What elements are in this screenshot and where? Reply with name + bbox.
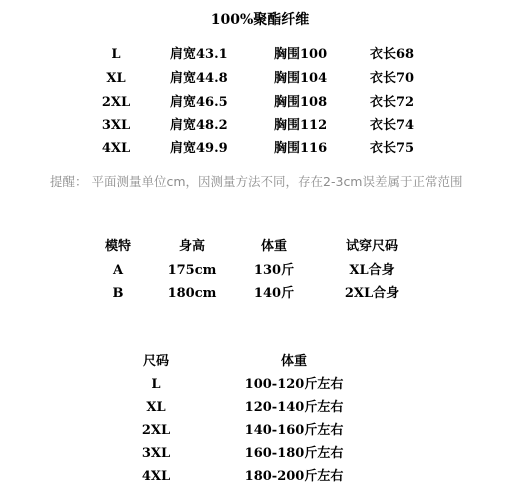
column-header-model: 模特 (104, 239, 132, 254)
chest-size: 胸围104 (274, 71, 328, 86)
material-title: 100%聚酯纤维 (210, 12, 310, 28)
chest-size: 胸围116 (274, 141, 328, 156)
model-fit: 2XL合身 (344, 286, 400, 301)
column-header-weight: 体重 (280, 354, 308, 369)
model-weight: 140斤 (253, 286, 295, 301)
size-label: 3XL (141, 446, 171, 461)
weight-range: 160-180斤左右 (244, 446, 344, 461)
garment-length: 衣长70 (370, 71, 415, 86)
model-height: 175cm (167, 263, 217, 278)
column-header-fit-size: 试穿尺码 (345, 239, 399, 254)
shoulder-width: 肩宽43.1 (170, 47, 228, 62)
weight-range: 100-120斤左右 (244, 377, 344, 392)
model-weight: 130斤 (253, 263, 295, 278)
size-label: 2XL (141, 423, 171, 438)
model-name: B (112, 286, 124, 301)
model-height: 180cm (167, 286, 217, 301)
chest-size: 胸围100 (274, 47, 328, 62)
weight-range: 120-140斤左右 (244, 400, 344, 415)
garment-length: 衣长72 (370, 95, 415, 110)
weight-range: 140-160斤左右 (244, 423, 344, 438)
size-label: 4XL (141, 469, 171, 484)
shoulder-width: 肩宽48.2 (170, 118, 228, 133)
column-header-size: 尺码 (142, 354, 170, 369)
model-name: A (112, 263, 124, 278)
garment-length: 衣长68 (370, 47, 415, 62)
size-label: L (151, 377, 161, 392)
size-label: 4XL (101, 141, 131, 156)
chest-size: 胸围108 (274, 95, 328, 110)
size-label: 3XL (101, 118, 131, 133)
column-header-weight: 体重 (260, 239, 288, 254)
size-label: XL (146, 400, 166, 415)
chest-size: 胸围112 (274, 118, 328, 133)
size-label: XL (106, 71, 126, 86)
weight-range: 180-200斤左右 (244, 469, 344, 484)
shoulder-width: 肩宽49.9 (170, 141, 228, 156)
shoulder-width: 肩宽44.8 (170, 71, 228, 86)
garment-length: 衣长74 (370, 118, 415, 133)
size-label: 2XL (101, 95, 131, 110)
size-label: L (111, 47, 121, 62)
garment-length: 衣长75 (370, 141, 415, 156)
shoulder-width: 肩宽46.5 (170, 95, 228, 110)
model-fit: XL合身 (349, 263, 395, 278)
measurement-note: 提醒： 平面测量单位cm，因测量方法不同，存在2-3cm误差属于正常范围 (50, 174, 463, 189)
column-header-height: 身高 (178, 239, 206, 254)
